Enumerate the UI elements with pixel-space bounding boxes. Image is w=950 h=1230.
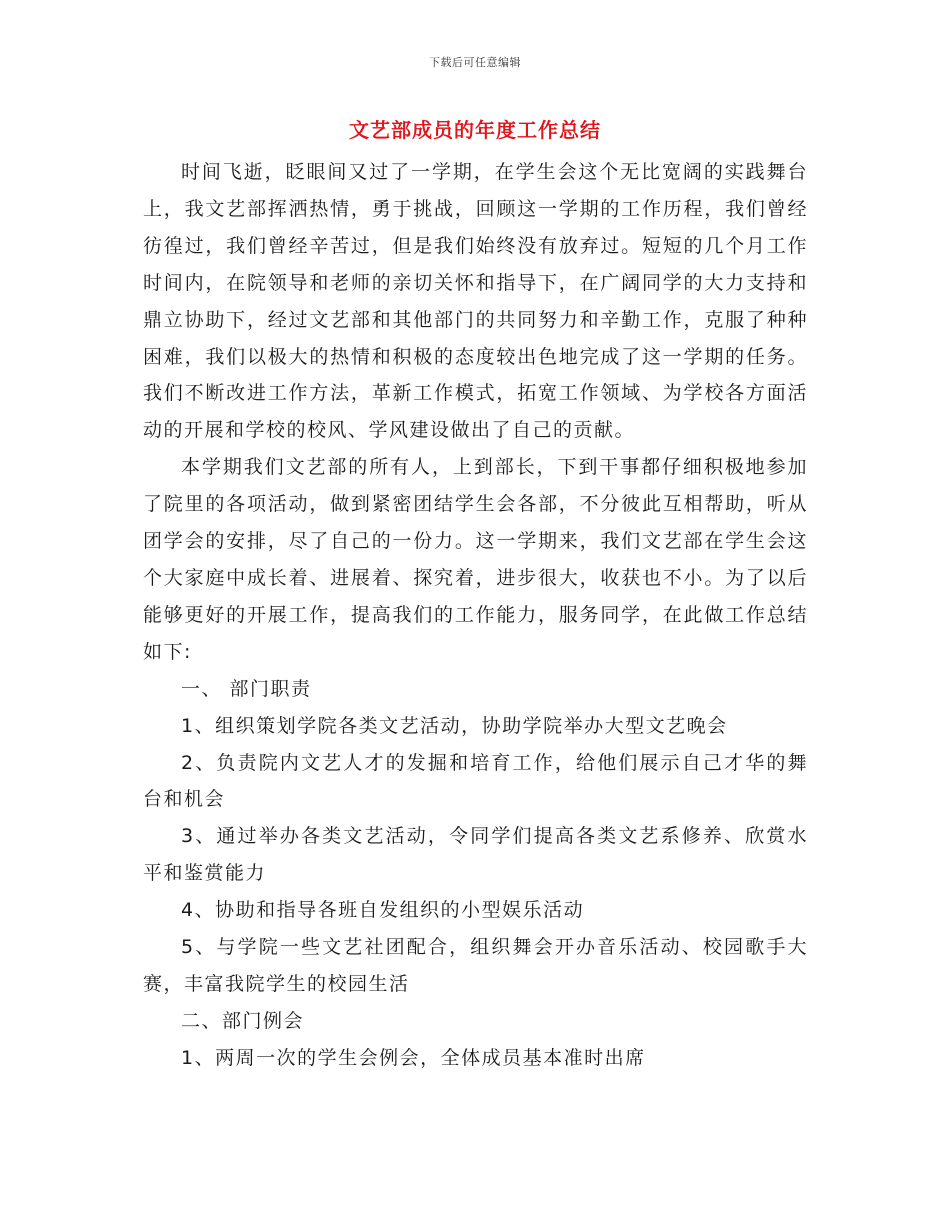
duty-item-1: 1、组织策划学院各类文艺活动，协助学院举办大型文艺晚会 xyxy=(181,714,728,737)
paragraph-intro: 时间飞逝，眨眼间又过了一学期，在学生会这个无比宽阔的实践舞台上，我文艺部挥洒热情，勇于挑战，回顾这一学期的工作历程，我们曾经彷徨过，我们曾经辛苦过，但是我们始终没有放弃过。短短的几个月工作时间内，在院领导和老师的亲切关怀和指导下，在广阔同学的大力支持和鼎立协助下，经过文艺部和其他部门的共同努力和辛勤工作，克服了种种困难，我们以极大的热情和积极的态度较出色地完成了这一学期的任务。我们不断改进工作方法，革新工作模式，拓宽工作领域、为学校各方面活动的开展和学校的校风、学风建设做出了自己的贡献。 xyxy=(143,161,808,442)
paragraph-summary: 本学期我们文艺部的所有人，上到部长，下到干事都仔细积极地参加了院里的各项活动，做到紧密团结学生会各部，不分彼此互相帮助，听从团学会的安排，尽了自己的一份力。这一学期来，我们文艺部在学生会这个大家庭中成长着、进展着、探究着，进步很大，收获也不小。为了以后能够更好的开展工作，提高我们的工作能力，服务同学，在此做工作总结如下: xyxy=(143,456,808,663)
duty-item-5: 5、与学院一些文艺社团配合，组织舞会开办音乐活动、校园歌手大赛，丰富我院学生的校园生活 xyxy=(143,936,808,995)
duty-item-2: 2、负责院内文艺人才的发掘和培育工作，给他们展示自己才华的舞台和机会 xyxy=(143,751,808,811)
section-heading-duties: 一、 部门职责 xyxy=(181,677,312,700)
section-heading-meetings: 二、部门例会 xyxy=(181,1009,305,1032)
meeting-item-1: 1、两周一次的学生会例会，全体成员基本准时出席 xyxy=(181,1046,646,1069)
duty-item-4: 4、协助和指导各班自发组织的小型娱乐活动 xyxy=(181,899,585,922)
document-body xyxy=(143,154,808,1077)
header-note: 下载后可任意编辑 xyxy=(429,56,521,69)
document-title: 文艺部成员的年度工作总结 xyxy=(349,118,601,142)
duty-item-3: 3、通过举办各类文艺活动，令同学们提高各类文艺系修养、欣赏水平和鉴赏能力 xyxy=(143,825,808,885)
